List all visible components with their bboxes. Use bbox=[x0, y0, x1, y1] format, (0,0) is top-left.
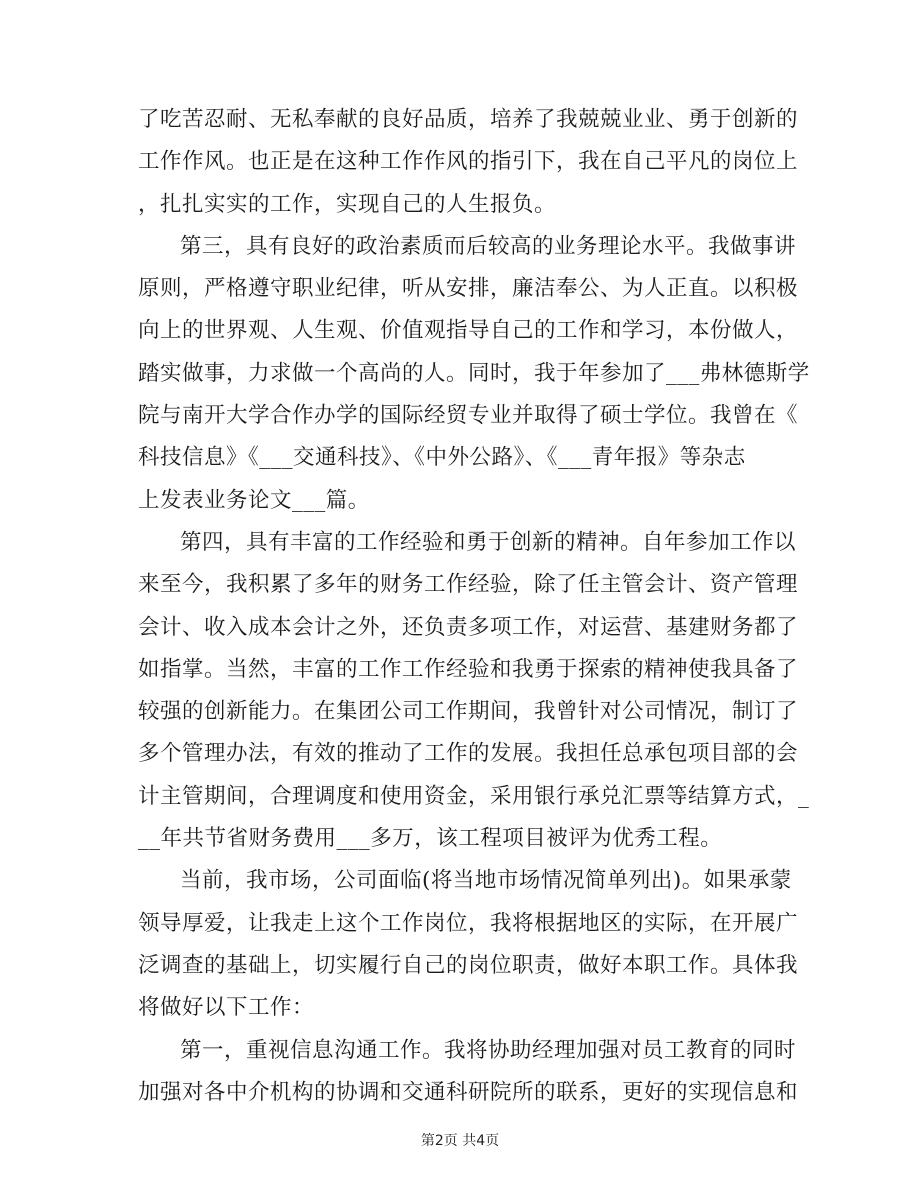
text-line: 将做好以下工作： bbox=[138, 995, 315, 1021]
page-number-footer: 第2页 共4页 bbox=[420, 1133, 500, 1149]
text-line: 院与南开大学合作办学的国际经贸专业并取得了硕士学位。我曾在《 bbox=[138, 403, 799, 429]
text-line: 多个管理办法，有效的推动了工作的发展。我担任总承包项目部的会 bbox=[138, 741, 799, 767]
text-line: 如指掌。当然，丰富的工作工作经验和我勇于探索的精神使我具备了 bbox=[138, 656, 799, 682]
text-line: 工作作风。也正是在这种工作作风的指引下，我在自己平凡的岗位上 bbox=[138, 149, 799, 175]
text-line: 加强对各中介机构的协调和交通科研院所的联系，更好的实现信息和 bbox=[138, 1079, 799, 1105]
paragraph-start-line: 第四，具有丰富的工作经验和勇于创新的精神。自年参加工作以 bbox=[180, 529, 797, 555]
document-body bbox=[138, 99, 810, 1114]
paragraph-start-line: 第一，重视信息沟通工作。我将协助经理加强对员工教育的同时 bbox=[180, 1037, 797, 1063]
text-line: ，扎扎实实的工作，实现自己的人生报负。 bbox=[138, 191, 557, 217]
text-line: 来至今，我积累了多年的财务工作经验，除了任主管会计、资产管理 bbox=[138, 572, 799, 598]
text-line: 原则，严格遵守职业纪律，听从安排，廉洁奉公、为人正直。以积极 bbox=[138, 276, 799, 302]
text-line: 了吃苦忍耐、无私奉献的良好品质，培养了我兢兢业业、勇于创新的 bbox=[138, 107, 799, 132]
text-line: 泛调查的基础上，切实履行自己的岗位职责，做好本职工作。具体我 bbox=[138, 952, 799, 978]
text-line: 上发表业务论文___篇。 bbox=[138, 487, 370, 513]
text-line: 踏实做事，力求做一个高尚的人。同时，我于年参加了___弗林德斯学 bbox=[138, 360, 810, 386]
paragraph-start-line: 当前，我市场，公司面临(将当地市场情况简单列出)。如果承蒙 bbox=[180, 868, 792, 894]
text-line: 计主管期间，合理调度和使用资金，采用银行承兑汇票等结算方式，_ bbox=[138, 783, 810, 809]
text-line: 科技信息》《___交通科技》、《中外公路》、《___青年报》等杂志 bbox=[138, 445, 746, 471]
text-line: 较强的创新能力。在集团公司工作期间，我曾针对公司情况，制订了 bbox=[138, 699, 799, 725]
text-line: __年共节省财务费用___多万，该工程项目被评为优秀工程。 bbox=[138, 826, 723, 852]
text-line: 向上的世界观、人生观、价值观指导自己的工作和学习，本份做人， bbox=[138, 318, 799, 344]
text-line: 领导厚爱，让我走上这个工作岗位，我将根据地区的实际，在开展广 bbox=[138, 910, 799, 936]
paragraph-start-line: 第三，具有良好的政治素质而后较高的业务理论水平。我做事讲 bbox=[180, 233, 797, 259]
text-line: 会计、收入成本会计之外，还负责多项工作，对运营、基建财务都了 bbox=[138, 614, 799, 640]
